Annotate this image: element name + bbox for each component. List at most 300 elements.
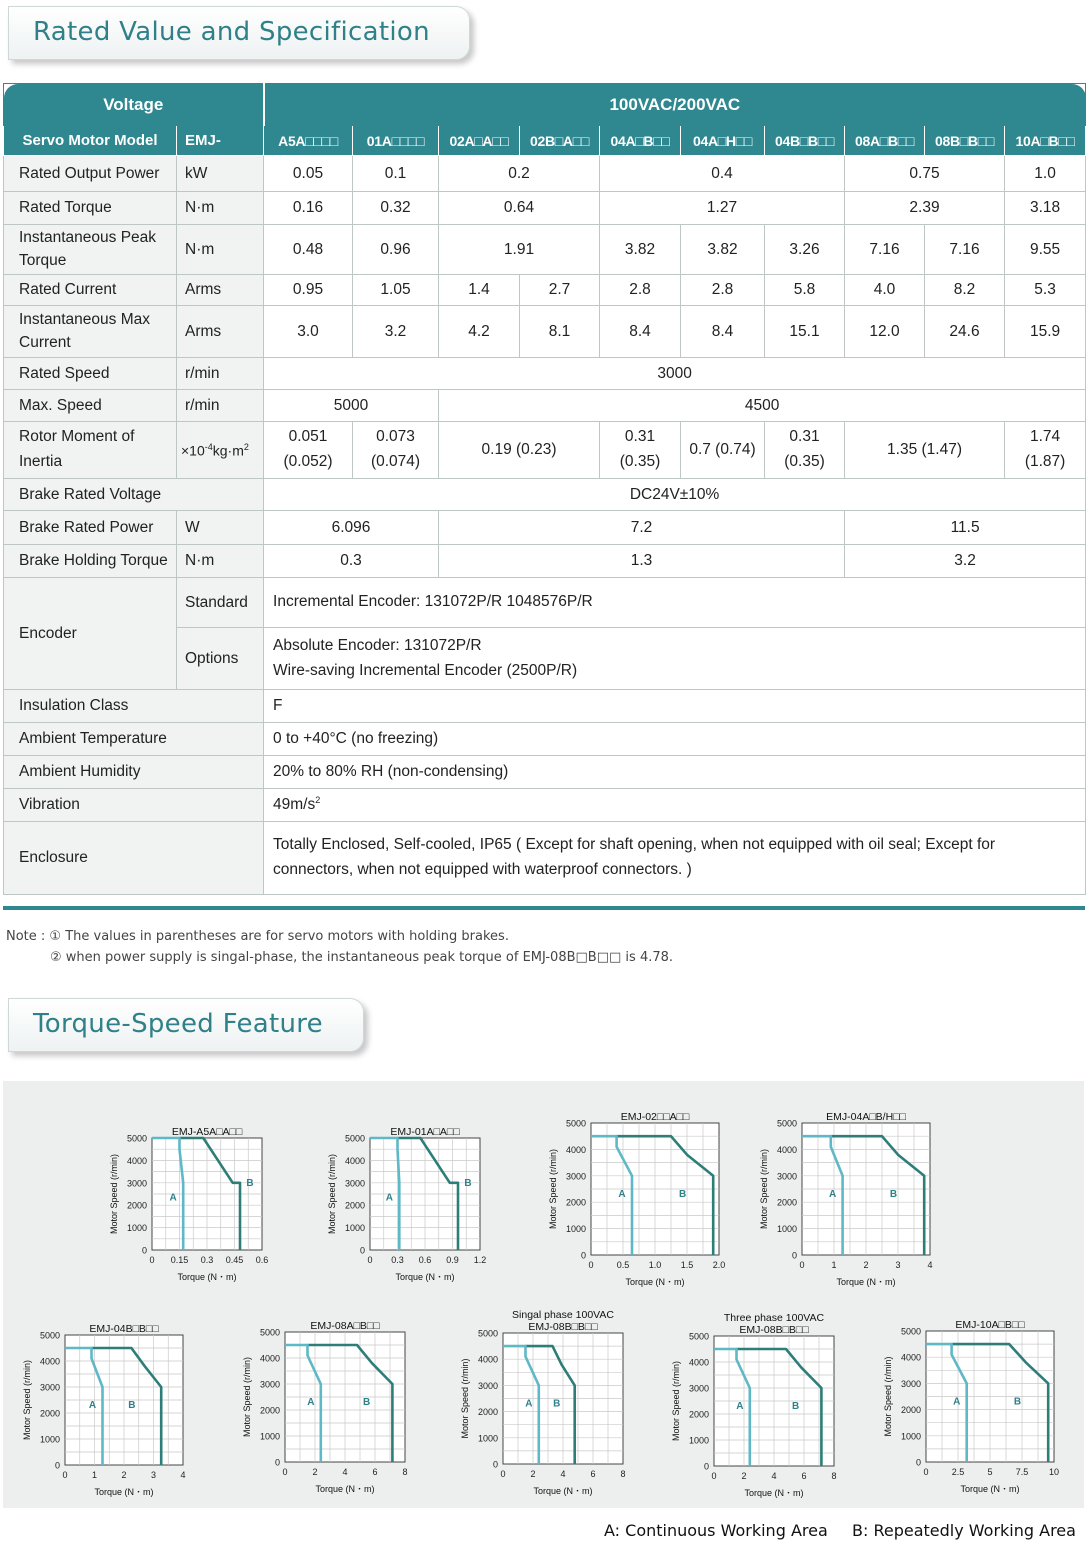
y-tick-label: 3000: [776, 1171, 797, 1182]
cell: 8.1: [520, 306, 600, 358]
row-unit: Standard: [177, 578, 264, 628]
x-tick-label: 5: [987, 1467, 993, 1477]
x-tick-label: 3: [150, 1470, 157, 1480]
x-tick-label: 6: [590, 1469, 596, 1479]
y-tick-label: 3000: [688, 1383, 709, 1394]
cell: 1.05: [353, 275, 439, 306]
cell: DC24V±10%: [264, 479, 1086, 511]
row-label: Brake Rated Voltage: [4, 479, 264, 511]
cell: 1.4: [439, 275, 520, 306]
unit-sq: 2: [243, 441, 249, 452]
x-tick-label: 0: [62, 1470, 68, 1480]
cell: 11.5: [845, 511, 1086, 545]
enclosure-row: [4, 822, 1086, 895]
cell: 4500: [439, 390, 1086, 422]
row-label: Rated Torque: [4, 192, 177, 225]
y-tick-label: 0: [703, 1461, 709, 1472]
cell: 0.64: [439, 192, 600, 225]
model-02b: 02B□A□□: [520, 126, 600, 156]
x-tick-label: 0: [367, 1255, 373, 1265]
y-tick-label: 3000: [126, 1178, 147, 1189]
chart-04a: [742, 1063, 960, 1295]
row-unit: Options: [177, 628, 264, 690]
cell: 0.1: [353, 156, 439, 192]
chart-04b: [5, 1275, 213, 1505]
y-tick-label: 2000: [776, 1197, 797, 1208]
y-tick-label: 4000: [776, 1144, 797, 1155]
y-tick-label: 2000: [39, 1408, 60, 1419]
cell: 1.35 (1.47): [845, 422, 1005, 479]
cell-line: Absolute Encoder: 131072P/R: [273, 636, 482, 654]
x-tick-label: 0: [282, 1467, 288, 1477]
cell: 0.32: [353, 192, 439, 225]
y-tick-label: 4000: [259, 1353, 280, 1364]
x-axis-label: Torque (N・m): [836, 1277, 896, 1287]
x-tick-label: 2: [312, 1467, 318, 1477]
row-unit: N·m: [177, 225, 264, 275]
cell-line: 0.051: [288, 428, 328, 446]
cell-line: (0.052): [283, 453, 333, 470]
spec-section-title: Rated Value and Specification: [8, 6, 470, 60]
chart-title: EMJ-02□□A□□: [620, 1111, 690, 1123]
cell: 2.7: [520, 275, 600, 306]
model-a5a: A5A□□□□: [264, 126, 353, 156]
cell: 0.7 (0.74): [681, 422, 765, 479]
max-speed-row: [4, 390, 1086, 422]
cell: 3.0: [264, 306, 353, 358]
cell-text: 49m/s: [273, 795, 316, 813]
model-prefix: EMJ-: [177, 126, 264, 156]
encoder-standard-row: [4, 578, 1086, 628]
y-tick-label: 1000: [39, 1434, 60, 1445]
chart-01a: [310, 1078, 510, 1290]
y-tick-label: 2000: [688, 1409, 709, 1420]
model-row: [4, 126, 1086, 156]
notes: [6, 926, 673, 968]
brake-power-row: [4, 511, 1086, 545]
area-a-label: A: [829, 1188, 837, 1200]
cell: [264, 628, 1086, 690]
area-a-label: A: [736, 1400, 744, 1412]
cell-line: 0.073: [376, 428, 415, 446]
x-tick-label: 2: [530, 1469, 536, 1479]
y-tick-label: 5000: [900, 1326, 921, 1337]
vibration-row: [4, 789, 1086, 822]
x-tick-label: 0.5: [616, 1260, 630, 1270]
area-a-label: A: [385, 1192, 393, 1204]
unit-exp: -4: [204, 441, 213, 452]
y-tick-label: 0: [791, 1250, 797, 1261]
x-tick-label: 4: [342, 1467, 348, 1477]
chart-title: EMJ-08A□B□□: [310, 1320, 380, 1332]
x-tick-label: 4: [180, 1470, 186, 1480]
cell: 3.18: [1005, 192, 1086, 225]
row-label: Enclosure: [4, 822, 264, 895]
y-tick-label: 5000: [565, 1118, 586, 1129]
note-1: Note : ① The values in parentheses are for servo motors with holding brakes.: [6, 929, 509, 944]
chart-title: EMJ-08B□B□□: [528, 1321, 598, 1333]
row-label: Rotor Moment of Inertia: [4, 422, 177, 479]
max-current-row: [4, 306, 1086, 358]
cell: 1.3: [439, 545, 845, 578]
cell: 3000: [264, 358, 1086, 390]
voltage-label: Voltage: [4, 84, 264, 126]
x-tick-label: 2: [863, 1260, 869, 1270]
cell: 3.2: [353, 306, 439, 358]
model-08a: 08A□B□□: [845, 126, 925, 156]
x-tick-label: 0: [588, 1260, 594, 1270]
x-axis-label: Torque (N・m): [533, 1486, 593, 1496]
x-axis-label: Torque (N・m): [744, 1488, 804, 1498]
area-a-label: A: [307, 1396, 315, 1408]
inertia-row: [4, 422, 1086, 479]
cell: 8.4: [681, 306, 765, 358]
y-tick-label: 5000: [126, 1133, 147, 1144]
y-tick-label: 1000: [565, 1224, 586, 1235]
x-tick-label: 0: [923, 1467, 929, 1477]
model-01a: 01A□□□□: [353, 126, 439, 156]
cell: 0.95: [264, 275, 353, 306]
y-tick-label: 1000: [688, 1435, 709, 1446]
chart-subtitle: Three phase 100VAC: [723, 1312, 825, 1324]
model-02a: 02A□A□□: [439, 126, 520, 156]
cell: F: [264, 690, 1086, 723]
cell: 1.27: [600, 192, 845, 225]
cell-line: Wire-saving Incremental Encoder (2500P/R): [273, 661, 578, 679]
cell: 20% to 80% RH (non-condensing): [264, 756, 1086, 789]
y-tick-label: 0: [359, 1245, 365, 1256]
y-axis-label: Motor Speed (r/min): [242, 1356, 252, 1438]
y-tick-label: 0: [580, 1250, 586, 1261]
y-tick-label: 4000: [344, 1155, 365, 1166]
x-tick-label: 0.6: [418, 1255, 432, 1265]
row-unit: r/min: [177, 358, 264, 390]
unit-rest: kg·m: [212, 442, 244, 459]
x-axis-label: Torque (N・m): [177, 1272, 237, 1282]
rated-output-row: [4, 156, 1086, 192]
y-tick-label: 2000: [344, 1200, 365, 1211]
cell: 2.8: [600, 275, 681, 306]
row-label: Ambient Humidity: [4, 756, 264, 789]
area-a-label: A: [169, 1192, 177, 1204]
ambient-humidity-row: [4, 756, 1086, 789]
cell: 0 to +40°C (no freezing): [264, 723, 1086, 756]
legend-b: B: Repeatedly Working Area: [852, 1521, 1076, 1540]
area-b-label: B: [792, 1400, 800, 1412]
model-label: Servo Motor Model: [4, 126, 177, 156]
legend-a: A: Continuous Working Area: [604, 1521, 828, 1540]
cell: 15.1: [765, 306, 845, 358]
cell: 0.05: [264, 156, 353, 192]
x-tick-label: 0.3: [391, 1255, 404, 1265]
cell: 0.75: [845, 156, 1005, 192]
cell: 4.2: [439, 306, 520, 358]
x-tick-label: 2: [741, 1471, 747, 1481]
x-tick-label: 0: [149, 1255, 155, 1265]
x-axis-label: Torque (N・m): [395, 1272, 455, 1282]
y-tick-label: 1000: [126, 1223, 147, 1234]
y-tick-label: 1000: [344, 1223, 365, 1234]
x-tick-label: 0.6: [255, 1255, 269, 1265]
x-tick-label: 0.15: [170, 1255, 189, 1265]
y-tick-label: 3000: [900, 1378, 921, 1389]
cell: 12.0: [845, 306, 925, 358]
x-tick-label: 3: [895, 1260, 901, 1270]
cell: 4.0: [845, 275, 925, 306]
cell: 7.16: [925, 225, 1005, 275]
y-axis-label: Motor Speed (r/min): [883, 1356, 893, 1437]
area-b-label: B: [1013, 1396, 1022, 1408]
y-tick-label: 1000: [776, 1224, 797, 1235]
area-b-label: B: [128, 1399, 136, 1411]
row-label: Brake Holding Torque: [4, 545, 177, 578]
y-tick-label: 0: [141, 1245, 147, 1256]
x-tick-label: 6: [372, 1467, 378, 1477]
x-tick-label: 4: [927, 1260, 933, 1270]
y-tick-label: 2000: [259, 1405, 280, 1416]
row-label: Vibration: [4, 789, 264, 822]
row-label: Instantaneous Peak Torque: [4, 225, 177, 275]
y-tick-label: 5000: [477, 1328, 498, 1339]
row-label: Brake Rated Power: [4, 511, 177, 545]
area-b-label: B: [464, 1178, 472, 1190]
unit-base: ×10: [181, 442, 205, 459]
note-2: ② when power supply is singal-phase, the instantaneous peak torque of EMJ-08B□B□□ is 4.78.: [50, 950, 674, 965]
x-tick-label: 8: [831, 1471, 837, 1481]
y-tick-label: 5000: [688, 1331, 709, 1342]
cell: 7.16: [845, 225, 925, 275]
row-label: Encoder: [4, 578, 177, 690]
x-tick-label: 7.5: [1015, 1467, 1029, 1477]
rated-torque-row: [4, 192, 1086, 225]
x-tick-label: 0.3: [200, 1255, 214, 1265]
cell: Incremental Encoder: 131072P/R 1048576P/R: [264, 578, 1086, 628]
cell: 8.2: [925, 275, 1005, 306]
cell: 3.2: [845, 545, 1086, 578]
y-tick-label: 2000: [565, 1197, 586, 1208]
y-tick-label: 4000: [688, 1357, 709, 1368]
cell: 1.0: [1005, 156, 1086, 192]
cell-line: 0.31: [624, 428, 656, 446]
y-tick-label: 4000: [565, 1144, 586, 1155]
rated-speed-row: [4, 358, 1086, 390]
cell-line: (0.35): [784, 453, 825, 470]
x-tick-label: 10: [1048, 1467, 1060, 1477]
brake-torque-row: [4, 545, 1086, 578]
y-tick-label: 2000: [126, 1200, 147, 1211]
y-tick-label: 0: [274, 1457, 280, 1468]
chart-title: EMJ-04B□B□□: [89, 1323, 159, 1335]
cell: Totally Enclosed, Self-cooled, IP65 ( Except for shaft opening, when not equipped with oil seal; Except for connectors, when not equipped with waterproof connectors. ): [264, 822, 1086, 895]
brake-voltage-row: [4, 479, 1086, 511]
x-axis-label: Torque (N・m): [315, 1484, 375, 1494]
model-04b: 04B□B□□: [765, 126, 845, 156]
x-tick-label: 8: [620, 1469, 626, 1479]
cell: 3.82: [681, 225, 765, 275]
row-label: Rated Output Power: [4, 156, 177, 192]
cell: 8.4: [600, 306, 681, 358]
table-bottom-rule: [3, 906, 1085, 910]
row-label: Rated Speed: [4, 358, 177, 390]
cell: 5.3: [1005, 275, 1086, 306]
y-axis-label: Motor Speed (r/min): [671, 1360, 681, 1442]
y-axis-label: Motor Speed (r/min): [327, 1153, 337, 1235]
row-label: Instantaneous Max Current: [4, 306, 177, 358]
ambient-temp-row: [4, 723, 1086, 756]
y-tick-label: 5000: [344, 1133, 365, 1144]
y-tick-label: 4000: [39, 1356, 60, 1367]
y-tick-label: 5000: [259, 1327, 280, 1338]
x-tick-label: 0.45: [225, 1255, 244, 1265]
cell: [353, 422, 439, 479]
cell-line: 1.74: [1029, 428, 1061, 446]
area-a-label: A: [953, 1396, 961, 1408]
rated-current-row: [4, 275, 1086, 306]
y-axis-label: Motor Speed (r/min): [759, 1148, 769, 1230]
area-b-label: B: [363, 1396, 371, 1408]
y-tick-label: 5000: [39, 1330, 60, 1341]
chart-subtitle: Singal phase 100VAC: [512, 1309, 614, 1321]
chart-title: EMJ-10A□B□□: [955, 1319, 1025, 1331]
row-label: Insulation Class: [4, 690, 264, 723]
chart-title: EMJ-01A□A□□: [390, 1126, 460, 1138]
model-04a-h: 04A□H□□: [681, 126, 765, 156]
x-tick-label: 1.0: [648, 1260, 662, 1270]
cell: 5.8: [765, 275, 845, 306]
cell: [264, 422, 353, 479]
cell-line: (1.87): [1024, 453, 1066, 470]
model-08b: 08B□B□□: [925, 126, 1005, 156]
area-b-label: B: [678, 1188, 687, 1200]
row-unit: r/min: [177, 390, 264, 422]
x-tick-label: 1.2: [473, 1255, 487, 1265]
cell: 0.4: [600, 156, 845, 192]
x-tick-label: 0: [799, 1260, 805, 1270]
y-tick-label: 0: [915, 1457, 921, 1468]
cell: 0.16: [264, 192, 353, 225]
chart-title: EMJ-08B□B□□: [739, 1324, 809, 1336]
chart-08b-three: [654, 1276, 864, 1506]
voltage-value: 100VAC/200VAC: [264, 84, 1086, 126]
chart-title: EMJ-A5A□A□□: [171, 1126, 243, 1138]
spec-table: [3, 83, 1086, 895]
chart-10a: [866, 1271, 1084, 1502]
y-tick-label: 1000: [477, 1433, 498, 1444]
cell: [1005, 422, 1086, 479]
row-label: Max. Speed: [4, 390, 177, 422]
x-tick-label: 1.5: [680, 1260, 694, 1270]
cell: 0.48: [264, 225, 353, 275]
row-unit: kW: [177, 156, 264, 192]
model-04a-b: 04A□B□□: [600, 126, 681, 156]
area-a-label: A: [88, 1399, 97, 1411]
area-a-label: A: [618, 1188, 626, 1200]
y-tick-label: 0: [54, 1460, 60, 1471]
y-tick-label: 4000: [900, 1352, 921, 1363]
x-tick-label: 2.5: [951, 1467, 965, 1477]
cell: 0.2: [439, 156, 600, 192]
row-unit: [177, 422, 264, 479]
cell: 7.2: [439, 511, 845, 545]
peak-torque-row: [4, 225, 1086, 275]
row-unit: Arms: [177, 275, 264, 306]
x-tick-label: 1: [91, 1470, 98, 1480]
chart-08b-single: [443, 1273, 653, 1504]
y-axis-label: Motor Speed (r/min): [548, 1148, 558, 1230]
chart-a5a: [92, 1078, 292, 1290]
area-b-label: B: [889, 1188, 898, 1200]
x-tick-label: 2: [121, 1470, 127, 1480]
cell-line: 0.31: [789, 428, 820, 446]
cell: 2.39: [845, 192, 1005, 225]
cell: 0.19 (0.23): [439, 422, 600, 479]
cell: 15.9: [1005, 306, 1086, 358]
x-tick-label: 1: [831, 1260, 837, 1270]
x-axis-label: Torque (N・m): [960, 1484, 1020, 1494]
y-tick-label: 3000: [39, 1382, 60, 1393]
cell-sup: 2: [315, 794, 321, 805]
chart-title: EMJ-04A□B/H□□: [826, 1111, 906, 1123]
y-tick-label: 3000: [259, 1379, 280, 1390]
x-tick-label: 8: [402, 1467, 408, 1477]
row-unit: N·m: [177, 192, 264, 225]
x-tick-label: 6: [801, 1471, 807, 1481]
cell: 24.6: [925, 306, 1005, 358]
cell: [765, 422, 845, 479]
torque-speed-section-title: Torque-Speed Feature: [8, 998, 364, 1052]
y-tick-label: 3000: [477, 1380, 498, 1391]
y-axis-label: Motor Speed (r/min): [22, 1359, 32, 1441]
row-unit: Arms: [177, 306, 264, 358]
y-tick-label: 1000: [900, 1431, 921, 1442]
y-tick-label: 0: [492, 1459, 498, 1470]
y-tick-label: 3000: [344, 1178, 365, 1189]
row-unit: N·m: [177, 545, 264, 578]
cell: 1.91: [439, 225, 600, 275]
cell: 0.3: [264, 545, 439, 578]
x-tick-label: 0: [500, 1469, 506, 1479]
area-b-label: B: [553, 1398, 561, 1410]
chart-08a: [225, 1272, 435, 1502]
cell-line: (0.35): [619, 453, 661, 470]
area-a-label: A: [525, 1398, 533, 1410]
chart-02: [531, 1063, 749, 1295]
cell: [264, 789, 1086, 822]
y-tick-label: 3000: [565, 1171, 586, 1182]
row-label: Rated Current: [4, 275, 177, 306]
y-axis-label: Motor Speed (r/min): [109, 1153, 119, 1235]
voltage-row: [4, 84, 1086, 126]
y-tick-label: 2000: [900, 1405, 921, 1416]
cell: 0.96: [353, 225, 439, 275]
y-tick-label: 4000: [477, 1354, 498, 1365]
cell: 3.82: [600, 225, 681, 275]
y-tick-label: 5000: [776, 1118, 797, 1129]
y-tick-label: 4000: [126, 1155, 147, 1166]
row-unit: W: [177, 511, 264, 545]
x-axis-label: Torque (N・m): [94, 1487, 154, 1497]
x-tick-label: 4: [771, 1471, 777, 1481]
cell: 3.26: [765, 225, 845, 275]
cell: [600, 422, 681, 479]
y-tick-label: 2000: [477, 1407, 498, 1418]
row-label: Ambient Temperature: [4, 723, 264, 756]
y-tick-label: 1000: [259, 1431, 280, 1442]
x-tick-label: 4: [560, 1469, 566, 1479]
cell-line: (0.074): [370, 453, 421, 470]
insulation-row: [4, 690, 1086, 723]
y-axis-label: Motor Speed (r/min): [460, 1358, 470, 1439]
